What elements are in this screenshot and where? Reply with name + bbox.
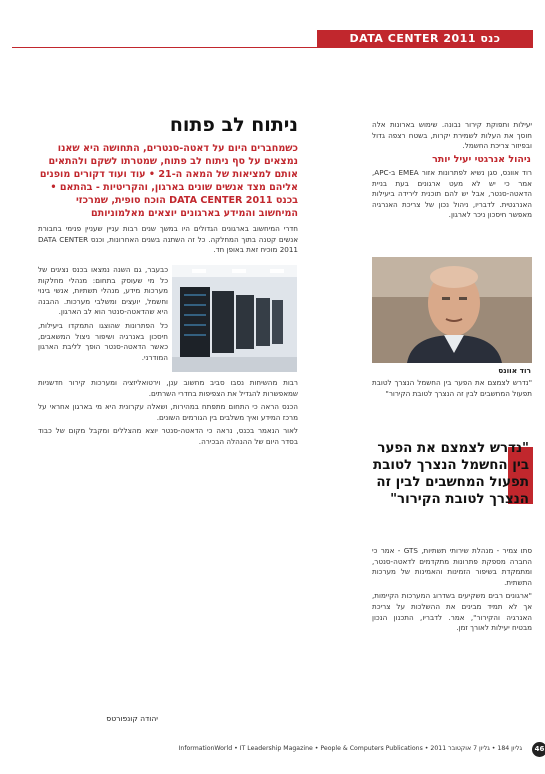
body-paragraph: הכנס הראה כי התחום מתפתח במהירות, ושאלה עקרונית היא מי בארגון אחראי על מרכז המידע ואיך משלבים בין הגורמים השונים.: [38, 402, 298, 422]
body-intro: [38, 224, 298, 264]
server-room-image: [172, 265, 297, 372]
sidebar-paragraph: רוד אוונס, סגן נשיא לפתרונות אזור EMEA ב-APC, אמר כי יש לא מעט ארגונים בעת בניית הדאטה-סנטר, אבל יש להם תוכנית לירידה ביעילות האנרגטית. לדבריו, ניהול נכון של צריכת האנרגיה מאפשר חיסכון ניכר לארגון.: [372, 168, 532, 220]
body-paragraph: כל הפתרונות שהוצגו התמקדו ביעילות, חיסכון באנרגיה ושיפור ניצול המשאבים, כאשר הדאטה-סנטר הופך לליבת הארגון המודרני.: [38, 320, 168, 362]
sidebar-paragraph: יעילות ותפוקת קירור נבונה. שימוש בארונות אלה חוסך את העלות לשמירת יקרות, בשטח רצפה גדול ובפיזור צריכת החשמל.: [372, 120, 532, 151]
body-paragraph: כבעבר, גם השנה נמצאו בכנס נציגים של כל מי שעוסק בתחום: מנהלי מחלקות מערכות מידע, מנהלי תשתיות, אנשי בינוי וחשמל, יועצים ומשלבי מערכות. ההבנה היא שהדאטה-סנטר הוא לב הארגון.: [38, 265, 168, 317]
body-paragraph: לאור הנאמר בכנס, נראה כי הדאטה-סנטר יוצא מהצללים ומקבל מקום של כבוד בסדר היום של ההנהלה הבכירה.: [38, 426, 298, 446]
article-title: ניתוח לב פתוח: [169, 114, 298, 136]
page-number: 46: [532, 742, 545, 757]
footer-text: InformationWorld • IT Leadership Magazine • People & Computers Publications • 2011 גליון 184 • גליון 7 אוקטובר: [178, 745, 522, 752]
caption-note: "נדרש לצמצם את הפער בין החשמל הנצרך לטובת תפעול המחשבים לבין זה הנצרך לטובת הקירור": [372, 378, 532, 398]
sidebar-intro: [372, 120, 532, 152]
body-paragraph: סתו צמיר - מנהלת שירותי תשתיות, GTS - אמר כי החברה מספקת פתרונות מתקדמים לדאטה-סנטר, ומתמקדת בשיפור הזמינות והאמינות של מערכות התשתית.: [372, 546, 532, 587]
sidebar-kicker: ניהול אנרגטי יעיל יותר: [432, 154, 531, 165]
bottom-right-body: [372, 546, 532, 736]
caption-quote-text: [372, 378, 532, 430]
body-paragraph: רבות מהשיחות נסבו סביב מחשוב ענן, וירטואליזציה ומערכות קירור חדשניות שמאפשרות להגדיל את הצפיפות בחדרי השרתים.: [38, 378, 298, 398]
portrait-photo: [372, 257, 532, 363]
article-author: יהודה קונפורטס: [106, 714, 158, 723]
body-paragraph: "ארגונים רבים משקיעים בשדרוג המערכות הקיימות, אך לא תמיד מבינים את ההשלכות על צריכת האנרגיה והקירור", אמר. לדבריו, התכנון הנכון מבטיח יעילות לאורך זמן.: [372, 591, 532, 633]
header-rule: [12, 47, 533, 48]
pull-quote: "נדרש לצמצם את הפער בין החשמל הנצרך לטובת תפעול המחשבים לבין זה הנצרך לטובת הקירור": [373, 441, 529, 507]
server-room-photo: [172, 265, 297, 372]
article-subtitle: כשמחברים היום על דאטה-סנטרים, התחושה היא שאנו נמצאים על סף ניתוח לב פתוח, שמטרתו לשקם ולהתאים אותם למציאות של המאה ה-21 • עוד ועוד דקורים מופנים אליהם מצד אנשים שונים בארגון, והקריטיות - בהתאם • בכנס 2011 DATA CENTER הוכח סופית, שמרכזי המיחשוב והמידע בארגונים יוצאים מאלמוניותם: [39, 143, 298, 219]
body-column-main: [38, 378, 298, 710]
body-paragraph: חדרי המיחשוב בארגונים הגדולים היו במשך שנים רבות עניין שעניין פנימי בחבורת אנשים קטנה בתוך המחלקה. כל זה השתנה בשנים האחרונות, וכנס DATA CENTER 2011 מוכיח זאת באופן חד.: [38, 224, 298, 255]
section-header: DATA CENTER 2011 כנס: [317, 30, 533, 48]
page-footer: [12, 744, 545, 756]
portrait-image: [372, 257, 532, 363]
photo-caption: רוד אוונס: [498, 366, 531, 375]
sidebar-body: [372, 168, 532, 254]
body-column-left-top: [38, 265, 168, 375]
